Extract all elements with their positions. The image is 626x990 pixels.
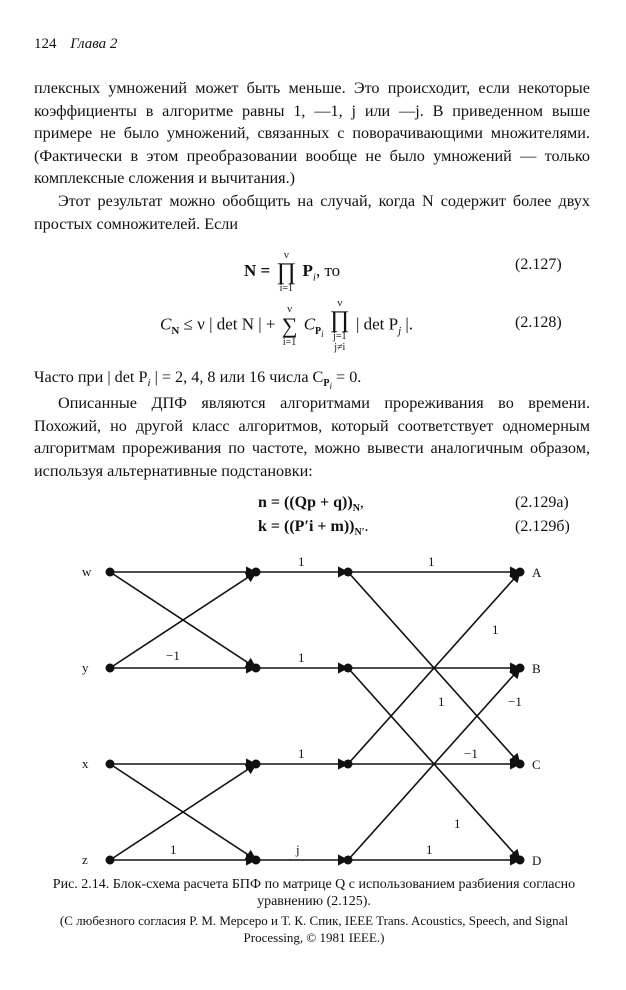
sum-operator: ν ∑ i=1 [281,302,298,348]
edge-label: 1 [298,650,305,665]
edge-label: −1 [508,694,522,709]
equation-2-129b: $k = ((P'i + m))_{N'}$. [258,518,369,539]
node-C [516,760,525,769]
equation-number-2-127: (2.127) [515,256,562,273]
equation-number-2-129b: (2.129б) [515,518,570,535]
edge-label: 1 [298,746,305,761]
edge-label: j [296,842,300,857]
equation-number-2-129a: (2.129а) [515,494,569,511]
node-A [516,568,525,577]
node-w [106,568,115,577]
output-label-C: C [532,757,541,772]
edge-label: 1 [454,816,461,831]
figure-credit: (С любезного согласия Р. М. Мерсеро и Т. К. Спик, IEEE Trans. Acoustics, Speech, and Signal Processing, © 1981 IEEE.) [59,913,569,945]
input-label-z: z [82,852,88,867]
running-header [34,36,117,53]
diagram-nodes [106,568,525,865]
product-operator: ν ∏ i=1 [276,249,297,294]
equation-2-127: N = ν ∏ i=1 $P_i$, то [244,249,341,294]
input-label-y: y [82,660,89,675]
paragraph-1: плексных умножений может быть меньше. Это происходит, если некоторые коэффициенты в алгоритме равны 1, —1, j или —j. В приведенном выше примере не было умножений, связанных с поворачивающими множителями. (Фактически в этом преобразовании вообще не было умножений — только комплексные сложения и вычитания.) [34,79,590,187]
equation-2-128: $C_N \le \nu$ | det N | + ν ∑ i=1 $C_{P_i}$ ν ∏ j=1 j≠i | $\det P_j$ |. [160,297,414,353]
product-operator-2: ν ∏ j=1 j≠i [329,297,350,353]
edge-label: −1 [464,746,478,761]
output-label-A: A [532,565,542,580]
paragraph-3: Описанные ДПФ являются алгоритмами прореживания во времени. Похожий, но другой класс алгоритмов, который соответствует одномерным алгоритмам прореживания по частоте, можно вывести аналогичным образом, используя альтернативные подстановки: [34,394,590,480]
edge-label: 1 [170,842,177,857]
output-label-D: D [532,853,542,868]
edge-label: 1 [492,622,499,637]
edge-label: −1 [166,648,180,663]
output-label-B: B [532,661,541,676]
equation-2-129a: $n = ((Qp + q))_N$, [258,494,364,515]
note-line: Часто при | $\det P_i$ | = 2, 4, 8 или 16 числа $C_{P_i} = 0$. [34,368,362,392]
fft-flow-diagram [70,548,570,878]
chapter-title: Глава 2 [70,36,118,52]
edge-label: 1 [426,842,433,857]
edge-label: 1 [428,554,435,569]
figure-caption: Рис. 2.14. Блок-схема расчета БПФ по матрице Q с использованием разбиения согласно уравнению (2.125). [52,877,576,909]
page-number: 124 [34,36,57,52]
equation-number-2-128: (2.128) [515,314,562,331]
edge-label: 1 [438,694,445,709]
edge-label: 1 [298,554,305,569]
node-x [106,760,115,769]
input-label-x: x [82,756,89,771]
node-z [106,856,115,865]
input-label-w: w [82,564,92,579]
node-y [106,664,115,673]
node-B [516,664,525,673]
paragraph-2: Этот результат можно обобщить на случай, когда N содержит более двух простых сомножителей. Если [34,192,590,233]
node-D [516,856,525,865]
